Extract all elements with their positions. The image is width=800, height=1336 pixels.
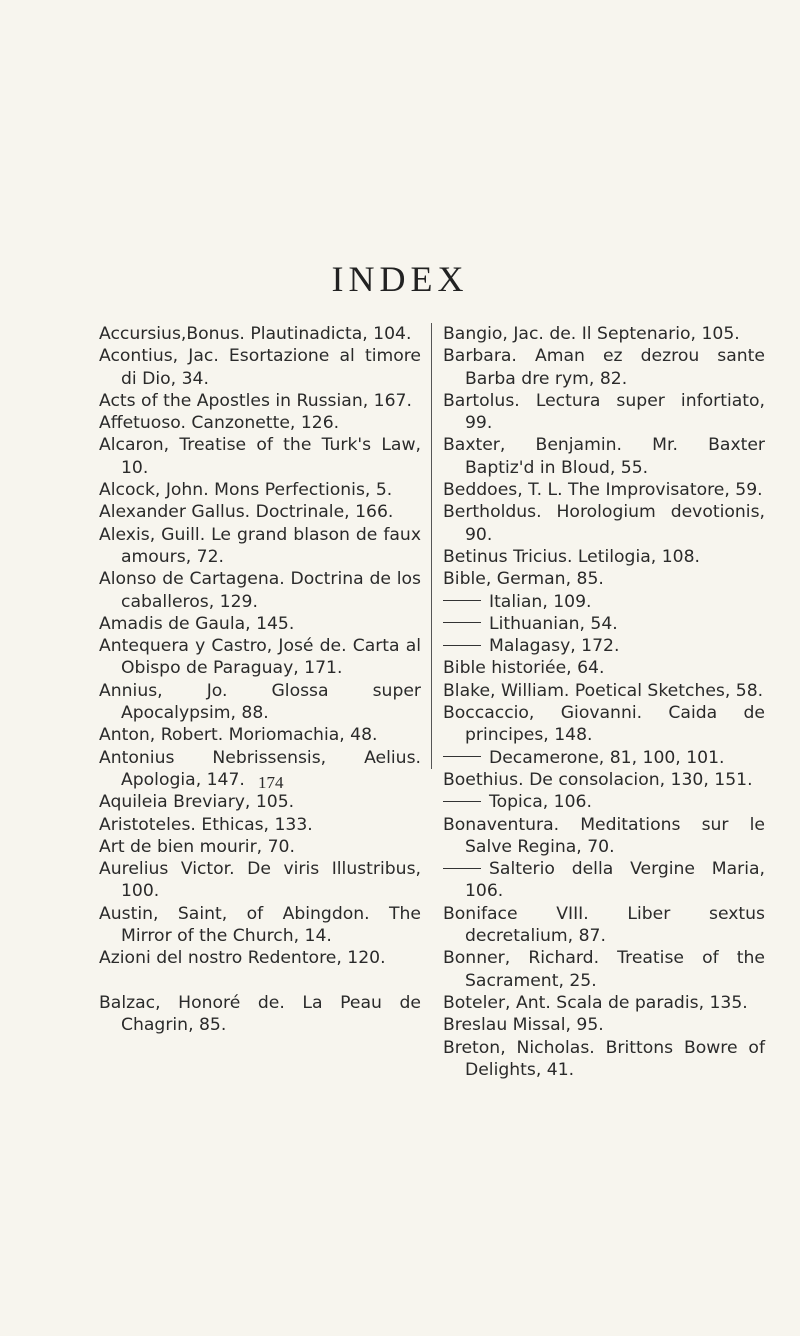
index-subentry <box>443 635 765 657</box>
index-entry: Antonius Nebrissensis, Aelius. Apologia, 147. <box>99 747 421 790</box>
index-entry: Breton, Nicholas. Brittons Bowre of Delights, 41. <box>443 1037 765 1080</box>
index-entry: Boniface VIII. Liber sextus decretalium, 87. <box>443 903 765 947</box>
index-entry: Alcaron, Treatise of the Turk's Law, 10. <box>99 435 421 478</box>
subentry-text: Topica, 106. <box>489 792 592 813</box>
subentry-text: Salterio della Vergine Maria, 106. <box>465 859 765 902</box>
index-entry: Boethius. De consolacion, 130, 151. <box>443 769 753 790</box>
index-entry: Affetuoso. Canzonette, 126. <box>99 413 340 434</box>
index-entry: Acts of the Apostles in Russian, 167. <box>99 390 412 411</box>
index-entry: Alcock, John. Mons Perfectionis, 5. <box>99 480 393 501</box>
page-title: INDEX <box>331 259 469 299</box>
repeat-dash <box>443 801 481 802</box>
index-entry: Azioni del nostro Redentore, 120. <box>99 948 386 969</box>
index-entry: Alexis, Guill. Le grand blason de faux amours, 72. <box>99 524 421 567</box>
index-entry: Balzac, Honoré de. La Peau de Chagrin, 85. <box>99 992 421 1035</box>
index-entry: Breslau Missal, 95. <box>443 1015 604 1036</box>
index-entry: Boteler, Ant. Scala de paradis, 135. <box>443 992 748 1013</box>
column-divider <box>431 323 432 769</box>
index-entry: Blake, William. Poetical Sketches, 58. <box>443 680 764 701</box>
index-entry: Bartolus. Lectura super infortiato, 99. <box>443 390 765 434</box>
index-entry: Austin, Saint, of Abingdon. The Mirror of the Church, 14. <box>99 903 421 947</box>
index-entry: Boccaccio, Giovanni. Caida de principes, 148. <box>443 703 765 746</box>
index-entry: Betinus Tricius. Letilogia, 108. <box>443 546 700 567</box>
index-entry: Aurelius Victor. De viris Illustribus, 100. <box>99 859 421 902</box>
index-entry: Bible, German, 85. <box>443 569 604 590</box>
index-entry: Barbara. Aman ez dezrou sante Barba dre rym, 82. <box>443 346 765 389</box>
index-entry: Bonner, Richard. Treatise of the Sacrament, 25. <box>443 948 765 991</box>
subentry-text: Decamerone, 81, 100, 101. <box>489 747 725 768</box>
index-entry: Beddoes, T. L. The Improvisatore, 59. <box>443 480 763 501</box>
index-entry: Bonaventura. Meditations sur le Salve Regina, 70. <box>443 814 765 857</box>
index-subentry <box>443 858 765 903</box>
index-entry: Art de bien mourir, 70. <box>99 836 295 857</box>
repeat-dash <box>443 868 481 869</box>
index-column-left <box>99 323 421 1036</box>
index-entry: Annius, Jo. Glossa super Apocalypsim, 88. <box>99 680 421 724</box>
index-entry: Amadis de Gaula, 145. <box>99 613 295 634</box>
repeat-dash <box>443 645 481 646</box>
repeat-dash <box>443 622 481 623</box>
index-entry: Alonso de Cartagena. Doctrina de los caballeros, 129. <box>99 569 421 612</box>
index-subentry <box>443 747 765 769</box>
index-entry: Baxter, Benjamin. Mr. Baxter Baptiz'd in Bloud, 55. <box>443 435 765 478</box>
index-entry: Aristoteles. Ethicas, 133. <box>99 814 313 835</box>
index-subentry <box>443 591 765 613</box>
index-entry: Bertholdus. Horologium devotionis, 90. <box>443 502 765 545</box>
index-entry: Alexander Gallus. Doctrinale, 166. <box>99 502 394 523</box>
subentry-text: Malagasy, 172. <box>489 636 620 657</box>
index-entry: Bible historiée, 64. <box>443 658 605 679</box>
index-entry: Acontius, Jac. Esortazione al timore di Dio, 34. <box>99 346 421 389</box>
index-entry: Antequera y Castro, José de. Carta al Obispo de Paraguay, 171. <box>99 636 421 679</box>
repeat-dash <box>443 600 481 601</box>
index-column-right <box>443 323 765 1081</box>
page-number: 174 <box>258 773 284 792</box>
index-entry: Accursius,Bonus. Plautinadicta, 104. <box>99 324 412 344</box>
subentry-text: Italian, 109. <box>489 591 592 612</box>
repeat-dash <box>443 756 481 757</box>
index-entry: Bangio, Jac. de. Il Septenario, 105. <box>443 324 740 344</box>
index-subentry <box>443 791 765 813</box>
index-entry: Anton, Robert. Moriomachia, 48. <box>99 725 378 746</box>
index-entry: Aquileia Breviary, 105. <box>99 792 295 813</box>
index-subentry <box>443 613 765 635</box>
subentry-text: Lithuanian, 54. <box>489 613 618 634</box>
